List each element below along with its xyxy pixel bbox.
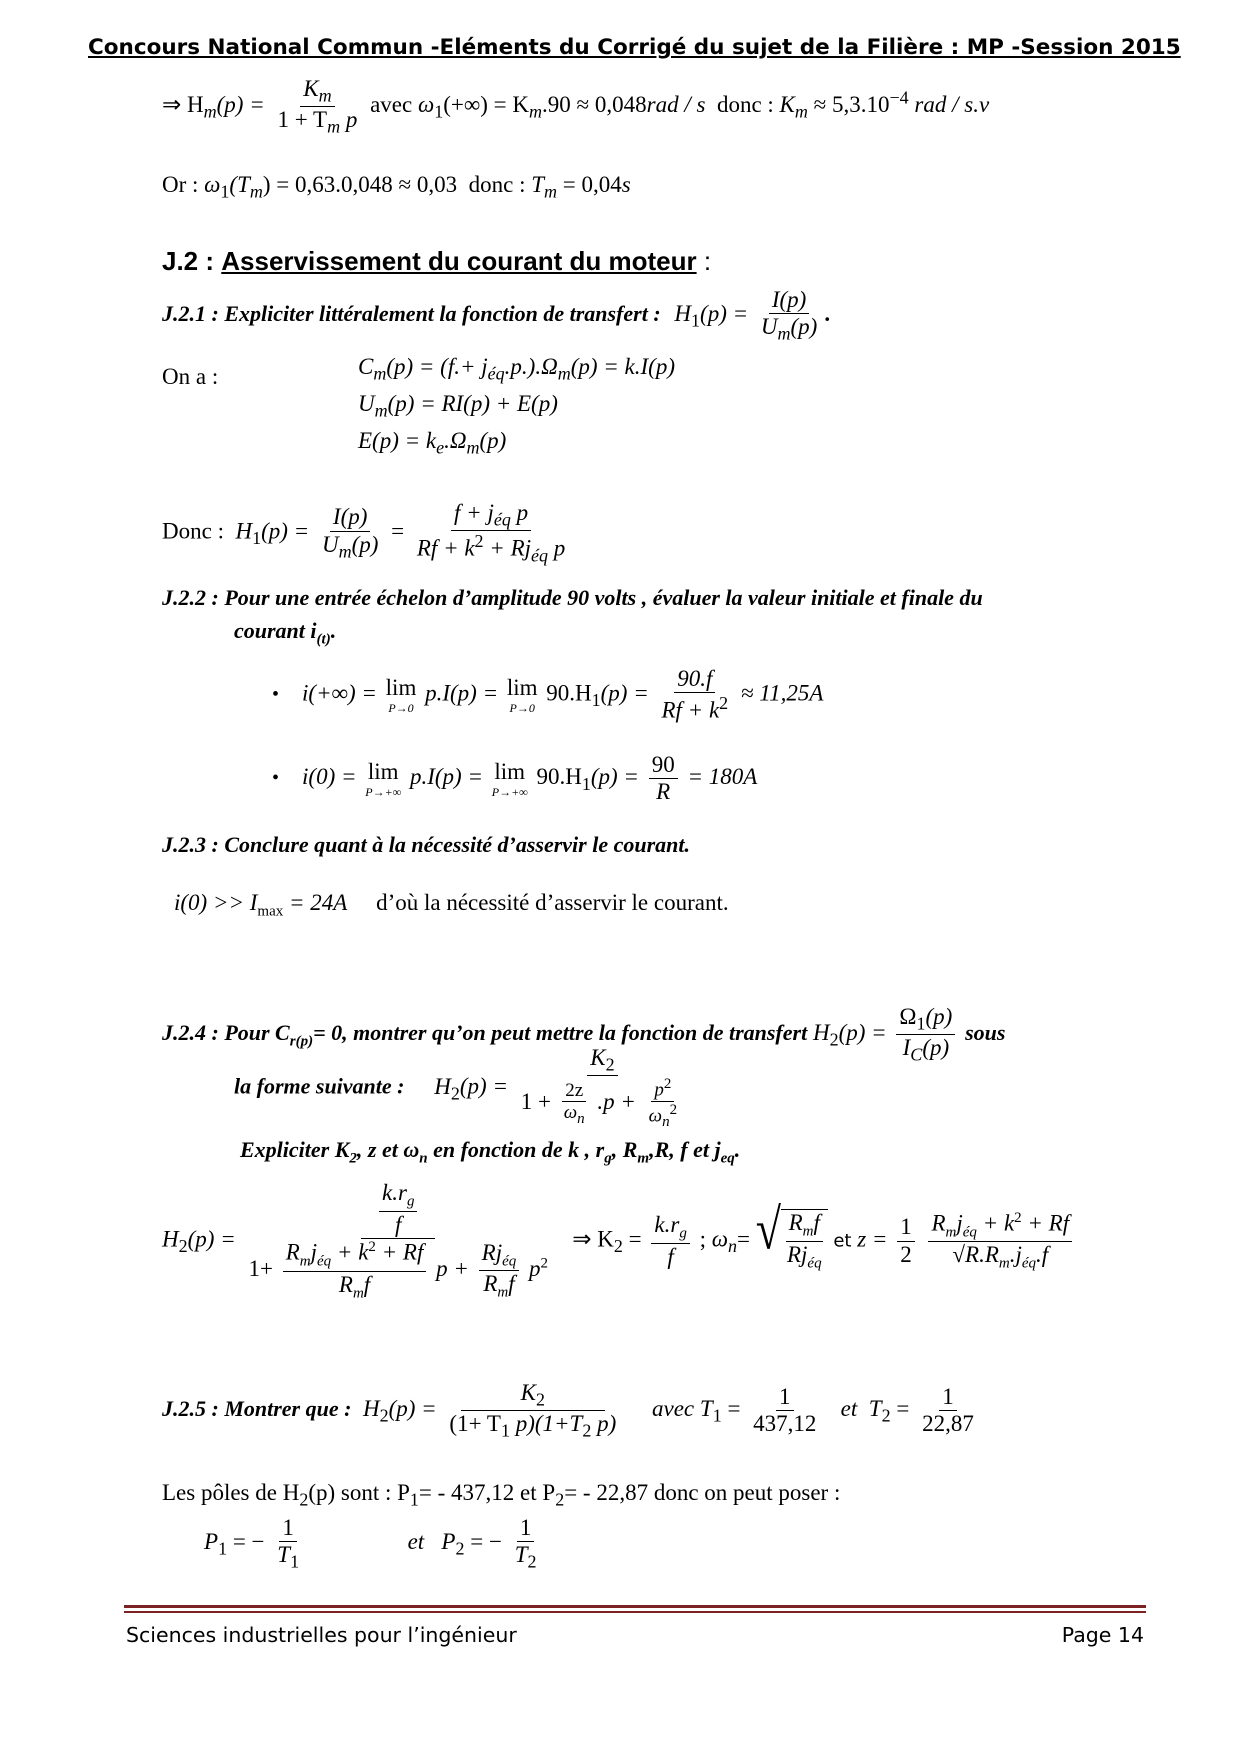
equation-hm: ⇒ $H_m(p)$ = $\frac{K_m}{1 + T_m p}$ avec $\omega_1(+\infty) = K_m.90 \approx 0,048rad / s$ donc : $K_m \approx 5,3.10^{-4}$ rad / s.v [162, 76, 990, 137]
equation-tm: Or : $\omega_1(T_m) = 0,63.0,048 \approx 0,03$ donc : $T_m = 0,04s$ [162, 172, 631, 202]
bullet-final-value: • i(+∞) = lim P→0 p.I(p) = lim P→0 $90.H_1(p)$ = $\frac{90.f}{Rf + k^2}$ ≈ 11,25A [272, 666, 824, 724]
question-j23: J.2.3 : Conclure quant à la nécessité d’asservir le courant. [162, 832, 691, 857]
question-j22-line1: J.2.2 : Pour une entrée échelon d’amplitude 90 volts , évaluer la valeur initiale et finale du [162, 585, 983, 610]
canonical-form: la forme suivante : $H_2(p)$ = $K_2$ 1 + $\frac{2z}{\omega_n}$ .p + $\frac{p^2}{\omega_n^2}$ [234, 1045, 678, 1131]
question-j24: J.2.4 : Pour $C_{r(p)}= 0$, montrer qu’on peut mettre la fonction de transfert $H_2(p)$ = $\frac{\Omega_1(p)}{I_C(p)}$ sous [162, 1004, 1006, 1065]
footer-subject: Sciences industrielles pour l’ingénieur [126, 1623, 517, 1647]
label-on-a: On a : [162, 364, 219, 389]
poles-definition: $P_1$ = − $\frac{1}{T_1}$ et $P_2$ = − $\frac{1}{T_2}$ [204, 1515, 537, 1573]
question-j22-line2: courant $i_{(t)}$. [234, 618, 337, 648]
footer-rule [124, 1605, 1146, 1608]
question-j25: J.2.5 : Montrer que : $H_2(p)$ = $\frac{K_2}{(1+ T_1 p)(1+T_2 p)}$ avec $T_1$ = $\frac{1}{437,12}$ et $T_2$ = $\frac{1}{22,87}$ [162, 1380, 974, 1441]
equation-h1: Donc : $H_1(p)$ = $\frac{I(p)}{U_m(p)}$ = $\frac{f + j_{éq} p}{Rf + k^2 + Rj_{éq} p}$ [162, 500, 566, 566]
page-number: Page 14 [1061, 1623, 1144, 1647]
bullet-initial-value: • i(0) = lim P→+∞ p.I(p) = lim P→+∞ $90.H_1(p)$ = $\frac{90}{R}$ = 180A [272, 752, 758, 805]
equation-um: $U_m(p) = RI(p) + E(p)$ [358, 391, 558, 421]
fraction-hm: $\frac{K_m}{1 + T_m p}$ [277, 76, 358, 137]
question-j21: J.2.1 : Expliciter littéralement la fonction de transfert : $H_1(p)$ = $\frac{I(p)}{U_m(p)}$ . [162, 287, 831, 345]
equation-cm: $C_m(p) = (f.+ j_{éq}.p.).\Omega_m(p) = k.I(p)$ [358, 354, 675, 384]
equation-e: $E(p) = k_e.\Omega_m(p)$ [358, 428, 507, 458]
header-title: Concours National Commun -Eléments du Corrigé du sujet de la Filière : MP -Session 2015 [88, 35, 1181, 60]
equation-h2-developed: $H_2(p)$ = $\frac{k.r_g}{f}$ 1+ $\frac{R_mj_{éq} + k^2 + Rf}{R_mf}$ p + $\frac{Rj_{éq}}{R_mf}$ $p^2$ ⇒ $K_2$ = $\frac{k.r_g}{f}$ ; $\omega_n=$ √ $\frac{R_mf}{Rj_{éq}}$ et z = $\frac{1}{2}$ $\frac{R_mj_{éq} + k^2 + Rf}{√R.R_m.j_{éq}.f}$ [162, 1180, 1076, 1303]
poles-text: Les pôles de $H_2(p)$ sont : $P_1= - 437,12$ et $P_2= - 22,87$ donc on peut poser : [162, 1480, 841, 1510]
imax-conclusion: $i(0) >> I_{max} = 24A$ d’où la nécessité d’asservir le courant. [174, 890, 729, 920]
section-title: J.2 : Asservissement du courant du moteur : [162, 246, 712, 276]
footer-rule-thin [124, 1611, 1146, 1613]
explicit-parameters: Expliciter $K_2$, z et $\omega_n$ en fonction de k , $r_g$, $R_m,R$, f et $j_{eq}$. [240, 1137, 741, 1167]
